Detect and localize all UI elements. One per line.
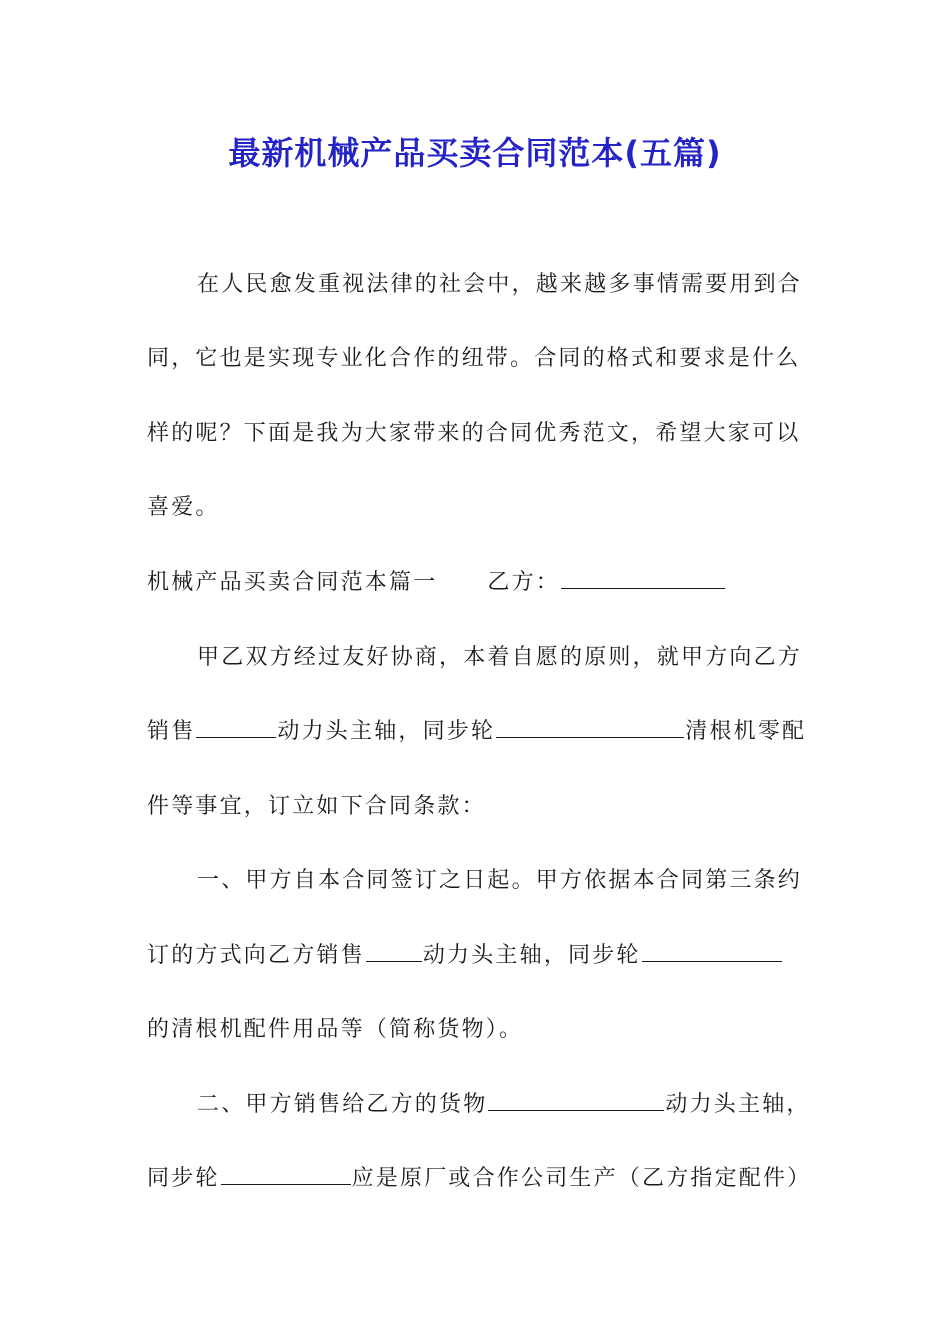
intro-line-4: 喜爱。 xyxy=(147,495,220,520)
blank-field xyxy=(366,941,422,962)
para1-line-3: 件等事宜，订立如下合同条款： xyxy=(147,794,486,819)
clause2-text-b: 动力头主轴， xyxy=(665,1092,811,1117)
clause2-line-2 xyxy=(147,1164,827,1194)
para1-text-b: 动力头主轴，同步轮 xyxy=(277,719,496,744)
para1-text-a: 销售 xyxy=(147,719,196,744)
para1-text-c: 清根机零配 xyxy=(685,719,807,744)
section-heading: 机械产品买卖合同范本篇一 xyxy=(147,570,438,595)
blank-field xyxy=(642,941,782,962)
document-title: 最新机械产品买卖合同范本(五篇) xyxy=(228,134,722,172)
blank-field xyxy=(496,717,684,738)
clause2-text-d: 应是原厂或合作公司生产（乙方指定配件） xyxy=(351,1166,812,1191)
clause2-text-c: 同步轮 xyxy=(147,1166,220,1191)
clause1-line-2 xyxy=(147,941,827,971)
clause1-line-3: 的清根机配件用品等（简称货物）。 xyxy=(147,1017,524,1042)
party-b-blank xyxy=(561,568,725,589)
para1-line-1: 甲乙双方经过友好协商，本着自愿的原则，就甲方向乙方 xyxy=(197,645,803,670)
clause2-text-a: 二、甲方销售给乙方的货物 xyxy=(197,1092,488,1117)
clause1-text-a: 订的方式向乙方销售 xyxy=(147,943,365,968)
clause2-line-1 xyxy=(197,1090,877,1120)
clause1-text-b: 动力头主轴，同步轮 xyxy=(422,943,641,968)
clause1-line-1: 一、甲方自本合同签订之日起。甲方依据本合同第三条约 xyxy=(197,868,803,893)
intro-line-1: 在人民愈发重视法律的社会中，越来越多事情需要用到合 xyxy=(197,272,803,297)
section-heading-line xyxy=(147,568,827,598)
party-b-label: 乙方： xyxy=(487,570,561,595)
intro-line-2: 同，它也是实现专业化合作的纽带。合同的格式和要求是什么 xyxy=(147,346,801,371)
intro-line-3: 样的呢？下面是我为大家带来的合同优秀范文，希望大家可以 xyxy=(147,421,801,446)
blank-field xyxy=(488,1090,664,1111)
para1-line-2 xyxy=(147,717,827,747)
blank-field xyxy=(221,1164,351,1185)
blank-field xyxy=(196,717,276,738)
